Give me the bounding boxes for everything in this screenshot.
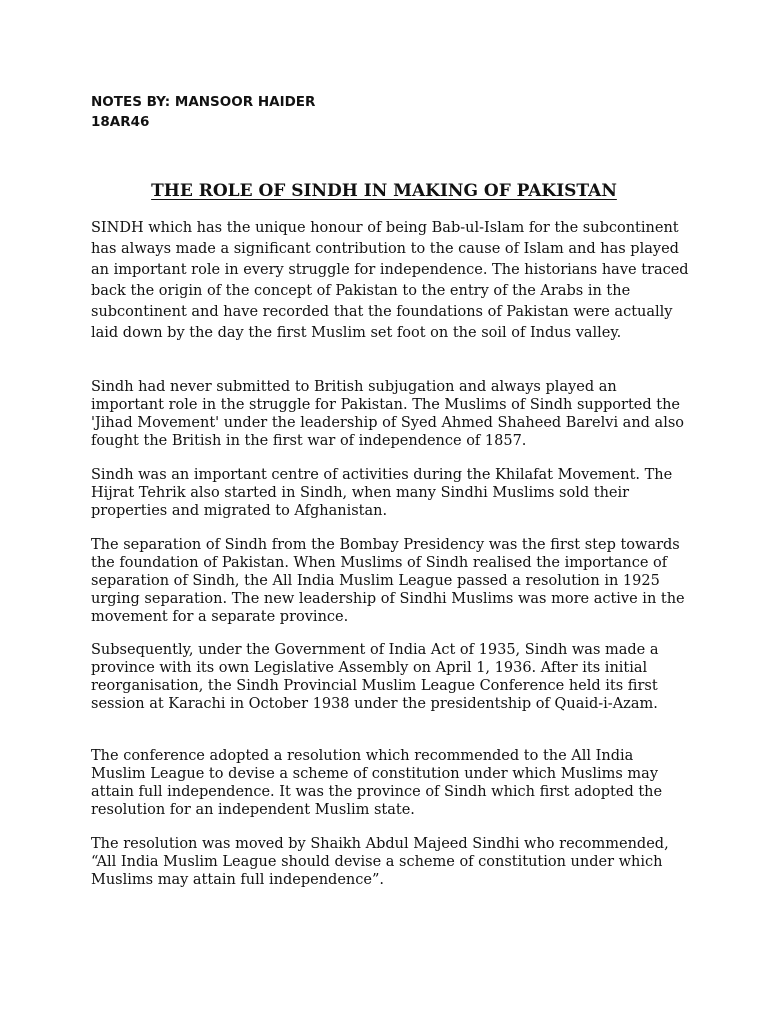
paragraph-british-subjugation: Sindh had never submitted to British subjugation and always played an important role in the struggle for Pakistan. The Muslims of Sindh supported the 'Jihad Movement' under the leadership of Syed Ahmed Shaheed Barelvi and also fought the British in the first war of independence of 1857. [91, 379, 685, 449]
paragraph-khilafat-movement: Sindh was an important centre of activities during the Khilafat Movement. The Hijrat Tehrik also started in Sindh, when many Sindhi Muslims sold their properties and migrated to Afghanistan. [91, 467, 673, 519]
document-title: THE ROLE OF SINDH IN MAKING OF PAKISTAN [151, 181, 617, 201]
paragraph-india-act-1935: Subsequently, under the Government of India Act of 1935, Sindh was made a province with its own Legislative Assembly on April 1, 1936. After its initial reorganisation, the Sindh Provincial Muslim League Conference held its first session at Karachi in October 1938 under the presidentship of Quaid-i-Azam. [91, 642, 659, 712]
paragraph-intro: SINDH which has the unique honour of being Bab-ul-Islam for the subcontinent has always made a significant contribution to the cause of Islam and has played an important role in every struggle for independence. The historians have traced back the origin of the concept of Pakistan to the entry of the Arabs in the subcontinent and have recorded that the foundations of Pakistan were actually laid down by the day the first Muslim set foot on the soil of Indus valley. [91, 220, 689, 341]
author-block [91, 92, 315, 132]
paragraph-conference-resolution: The conference adopted a resolution which recommended to the All India Muslim League to devise a scheme of constitution under which Muslims may attain full independence. It was the province of Sindh which first adopted the resolution for an independent Muslim state. [91, 748, 663, 818]
paragraph-majeed-sindhi: The resolution was moved by Shaikh Abdul Majeed Sindhi who recommended, “All India Muslim League should devise a scheme of constitution under which Muslims may attain full independence”. [91, 836, 669, 888]
roll-number: 18AR46 [91, 114, 150, 130]
notes-by-line: NOTES BY: MANSOOR HAIDER [91, 94, 316, 110]
paragraph-separation-bombay: The separation of Sindh from the Bombay Presidency was the first step towards the foundation of Pakistan. When Muslims of Sindh realised the importance of separation of Sindh, the All India Muslim League passed a resolution in 1925 urging separation. The new leadership of Sindhi Muslims was more active in the movement for a separate province. [91, 537, 685, 625]
